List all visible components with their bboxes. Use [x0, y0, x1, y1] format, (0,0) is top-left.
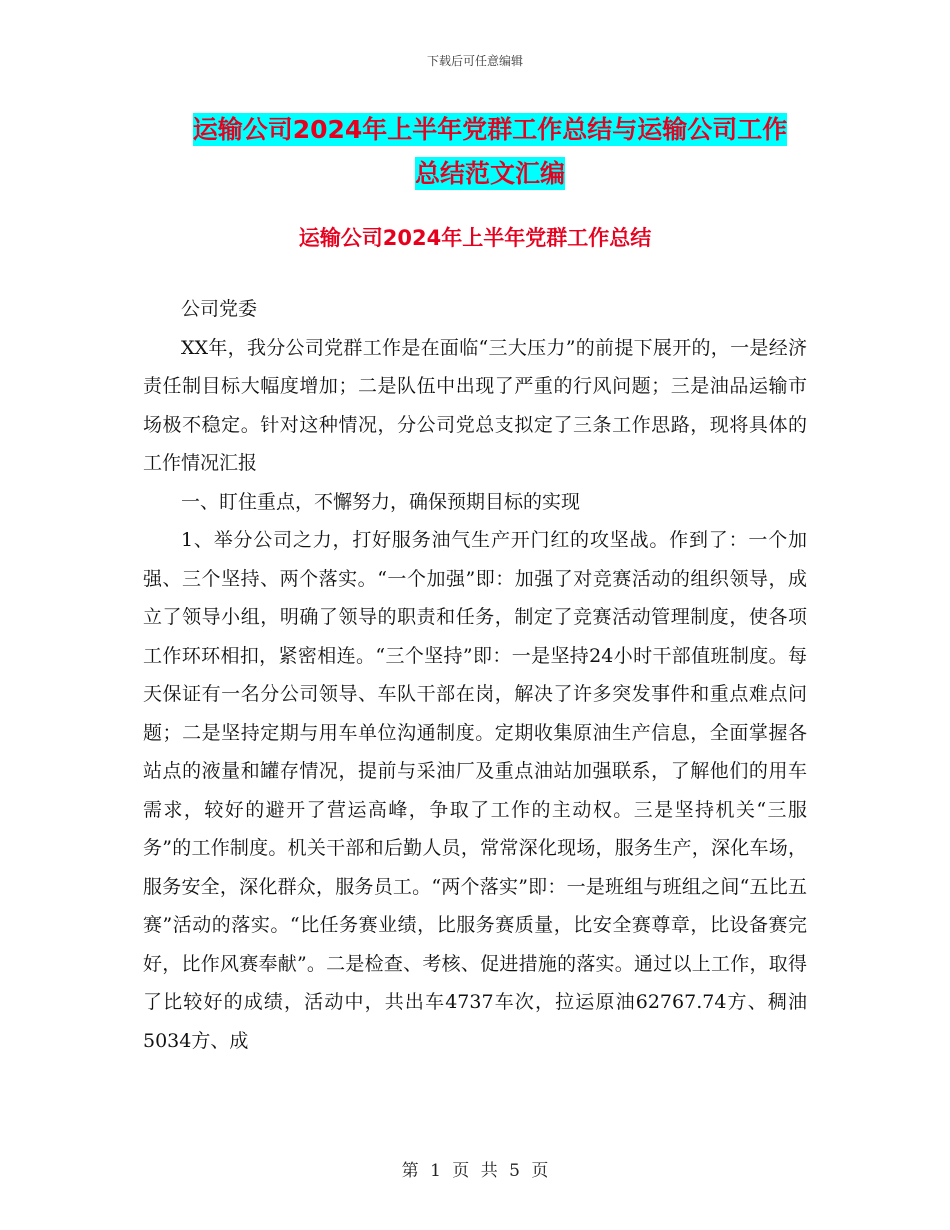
title-line-1: 运输公司2024年上半年党群工作总结与运输公司工作: [192, 115, 788, 144]
section-title: 运输公司2024年上半年党群工作总结: [298, 226, 652, 250]
paragraph-heading-1: 一、盯住重点，不懈努力，确保预期目标的实现: [181, 490, 581, 513]
paragraph-addressee: 公司党委: [181, 298, 258, 320]
paragraph-item-1: 1、举分公司之力，打好服务油气生产开门红的攻坚战。作到了：一个加强、三个坚持、两个落实。“一个加强”即：加强了对竞赛活动的组织领导，成立了领导小组，明确了领导的职责和任务，制定了竞赛活动管理制度，使各项工作环环相扣，紧密相连。“三个坚持”即：一是坚持24小时干部值班制度。每天保证有一名分公司领导、车队干部在岗，解决了许多突发事件和重点难点问题；二是坚持定期与用车单位沟通制度。定期收集原油生产信息，全面掌握各站点的液量和罐存情况，提前与采油厂及重点油站加强联系，了解他们的用车需求，较好的避开了营运高峰，争取了工作的主动权。三是坚持机关“三服务”的工作制度。机关干部和后勤人员，常常深化现场，服务生产，深化车场，服务安全，深化群众，服务员工。“两个落实”即：一是班组与班组之间“五比五赛”活动的落实。“比任务赛业绩，比服务赛质量，比安全赛尊章，比设备赛完好，比作风赛奉献”。二是检查、考核、促进措施的落实。通过以上工作，取得了比较好的成绩，活动中，共出车4737车次，拉运原油62767.74方、稠油5034方、成: [143, 529, 807, 1052]
header-note: 下载后可任意编辑: [426, 54, 523, 68]
body-text: [143, 290, 807, 1060]
paragraph-intro: XX年，我分公司党群工作是在面临“三大压力”的前提下展开的，一是经济责任制目标大幅度增加；二是队伍中出现了严重的行风问题；三是油品运输市场极不稳定。针对这种情况，分公司党总支拟定了三条工作思路，现将具体的工作情况汇报: [143, 336, 807, 474]
title-line-2: 总结范文汇编: [414, 159, 565, 188]
document-title: [140, 108, 840, 196]
page-footer: 第 1 页 共 5 页: [401, 1161, 549, 1181]
